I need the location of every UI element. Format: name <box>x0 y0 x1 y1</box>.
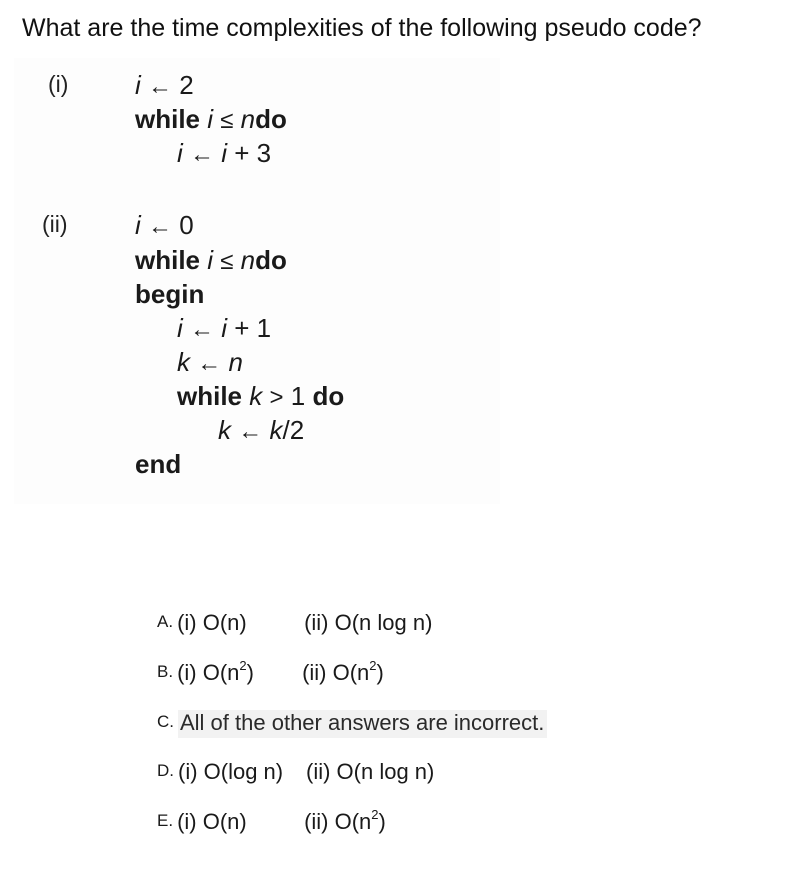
option-letter: A. <box>157 612 174 631</box>
part-ii-line-3: begin <box>135 279 205 309</box>
option-part-ii: (ii) $O(n^2)$ <box>302 657 384 685</box>
option-letter: C. <box>157 712 174 731</box>
part-ii-line-6: while k > 1 do <box>177 381 345 411</box>
answer-option-b[interactable] <box>157 657 384 686</box>
part-i-label: (i) <box>48 71 69 97</box>
option-part-i: (i) O(n) <box>177 809 247 834</box>
option-letter: E. <box>157 811 174 830</box>
option-part-i: (i) $O(n^2)$ <box>177 657 254 685</box>
part-ii-line-4: i ← i + 1 <box>177 313 272 343</box>
option-part-ii: (ii) O(n log n) <box>304 610 433 635</box>
option-part-ii: (ii) $O(n^2)$ <box>304 806 386 834</box>
part-ii-line-8: end <box>135 449 182 479</box>
answer-option-c[interactable] <box>157 710 547 738</box>
option-part-i: (i) O(n) <box>177 610 247 635</box>
answer-option-d[interactable] <box>157 759 434 785</box>
option-letter: D. <box>157 761 174 780</box>
question-text: What are the time complexities of the following pseudo code? <box>22 14 702 42</box>
part-i-line-2: while i ≤ ndo <box>135 104 287 134</box>
part-i-line-1: i ← 2 <box>135 70 194 100</box>
option-letter: B. <box>157 662 174 681</box>
part-ii-line-7: k ← k/2 <box>218 415 305 445</box>
option-text: All of the other answers are incorrect. <box>178 710 547 738</box>
part-ii-line-1: i ← 0 <box>135 210 194 240</box>
pseudo-code-panel <box>14 58 500 504</box>
part-i-line-3: i ← i + 3 <box>177 138 272 168</box>
answer-option-e[interactable] <box>157 806 386 835</box>
option-part-ii: (ii) O(n log n) <box>306 759 435 784</box>
option-part-i: (i) O(log n) <box>178 759 284 784</box>
part-ii-line-5: k ← n <box>177 347 243 377</box>
part-ii-label: (ii) <box>42 211 68 237</box>
answer-option-a[interactable] <box>157 610 432 636</box>
part-ii-line-2: while i ≤ ndo <box>135 245 287 275</box>
